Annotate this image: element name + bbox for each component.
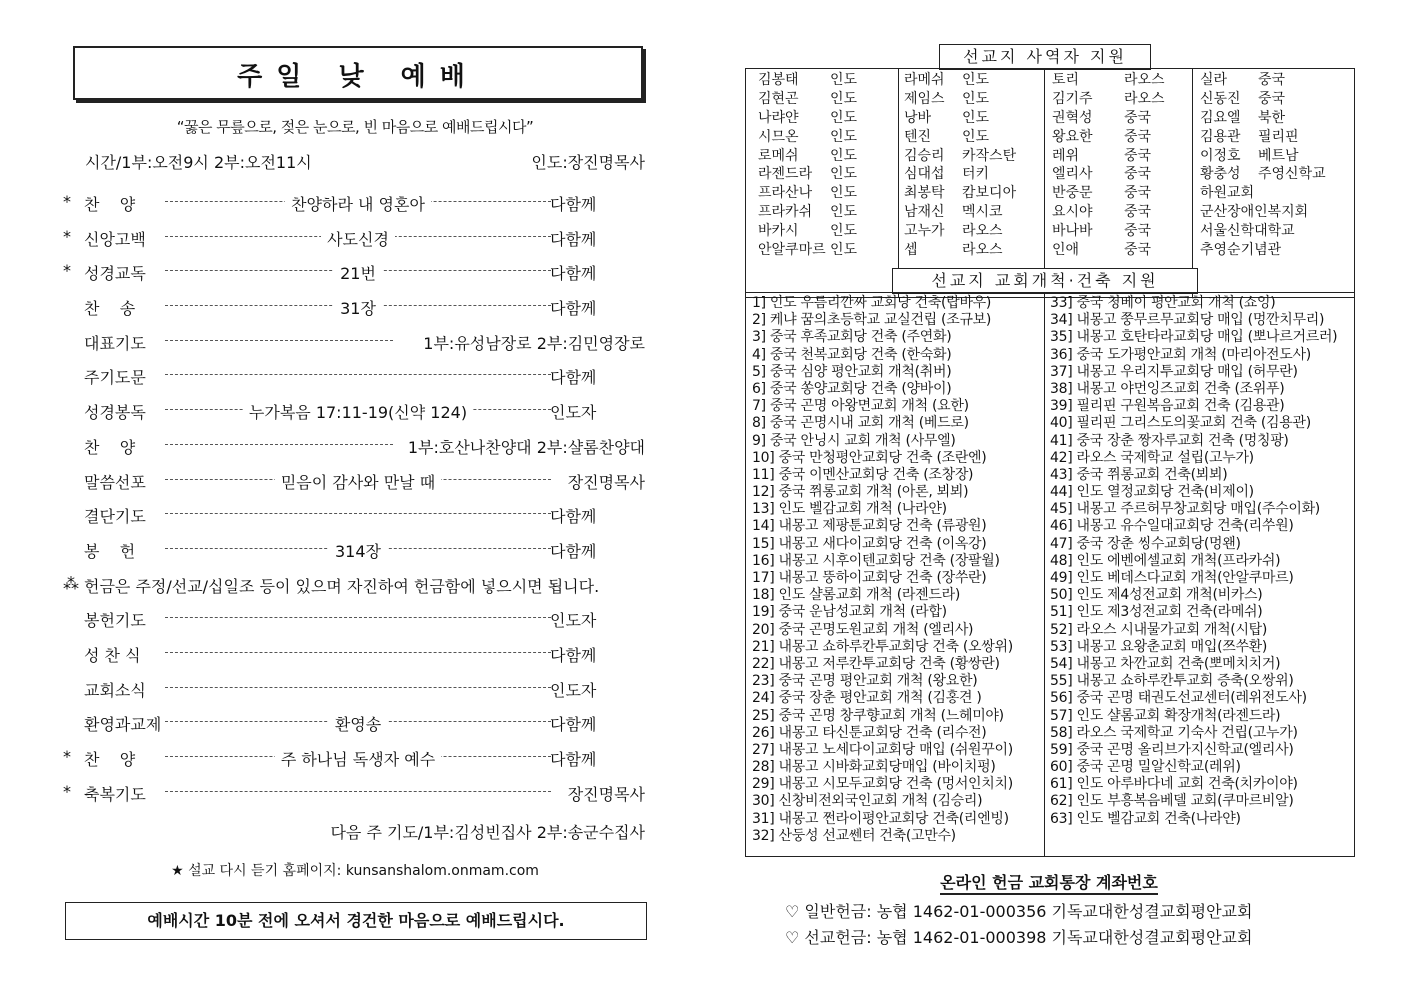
account-title xyxy=(745,870,1353,893)
church-project-item: 12] 중국 쮜롱교회 개척 (아론, 뵈뵈) xyxy=(752,484,969,501)
missionary-country: 중국 xyxy=(1124,223,1152,240)
missionary-entry xyxy=(1200,128,1326,147)
church-project-item: 56] 중국 곤명 태권도선교센터(레위전도사) xyxy=(1050,690,1307,707)
order-item-person: 다함께 xyxy=(550,541,597,561)
missionary-country: 중국 xyxy=(1124,204,1152,221)
missionary-name: 왕요한 xyxy=(1052,128,1093,145)
church-project-item: 23] 중국 곤명 평안교회 개척 (왕요한) xyxy=(752,673,978,690)
missionary-entry xyxy=(904,241,1016,260)
order-item-content xyxy=(165,296,551,319)
missionary-name: 하원교회 xyxy=(1200,185,1255,202)
church-project-item: 7] 중국 곤명 아왕면교회 개척 (요한) xyxy=(752,398,969,415)
church-project-item: 32] 산둥성 선교쎈터 건축(고만수) xyxy=(752,827,956,844)
order-item-person: 인도자 xyxy=(550,611,597,631)
missionary-entry xyxy=(1200,203,1326,222)
grid-divider xyxy=(1044,69,1045,297)
missionary-name: 요시야 xyxy=(1052,204,1093,221)
church-project-item: 51] 인도 제3성전교회 건축(라메쉬) xyxy=(1050,604,1263,621)
missionary-entry xyxy=(1052,241,1165,260)
missionary-name: 고누가 xyxy=(904,223,945,240)
next-week-prayer: 다음 주 기도/1부:김성빈집사 2부:송군수집사 xyxy=(330,823,645,842)
order-item-name: 대표기도 xyxy=(84,333,146,353)
missionary-country: 중국 xyxy=(1124,147,1152,164)
missionary-name: 김봉태 xyxy=(758,72,799,88)
dashed-leader xyxy=(165,513,551,514)
order-item-name: 성경봉독 xyxy=(84,403,146,423)
church-project-item: 26] 내몽고 타신툰교회당 건축 (리수전) xyxy=(752,724,987,741)
missionary-name: 반중문 xyxy=(1052,185,1093,202)
church-project-item: 2] 케냐 꿈의초등학교 교실건립 (조규보) xyxy=(752,312,992,329)
missionary-entry xyxy=(904,71,1016,90)
missionary-country: 중국 xyxy=(1124,128,1152,145)
church-project-item: 55] 내몽고 쇼하루칸투교회 증축(오쌍위) xyxy=(1050,673,1294,690)
order-item-person: 1부:호산나찬양대 2부:샬롬찬양대 xyxy=(407,437,645,457)
missionary-entry xyxy=(1200,71,1326,90)
missionary-country: 중국 xyxy=(1258,72,1286,88)
service-time-row xyxy=(85,150,645,174)
church-project-item: 37] 내몽고 우리지투교회당 매입 (허무란) xyxy=(1050,363,1298,380)
church-project-item: 21] 내몽고 쇼하루칸투교회당 건축 (오쌍위) xyxy=(752,638,1013,655)
missionary-entry xyxy=(758,128,857,147)
missionary-country: 라오스 xyxy=(1124,90,1165,107)
stand-mark: * xyxy=(63,747,71,766)
church-project-item: 18] 인도 샬롬교회 개척 (라젠드라) xyxy=(752,587,960,604)
church-project-item: 16] 내몽고 시후이텐교회당 건축 (장팔월) xyxy=(752,552,1000,569)
missionary-section-title: 선교지 사역자 지원 xyxy=(939,44,1151,70)
missionary-name: 김현곤 xyxy=(758,90,799,107)
missionary-entry xyxy=(758,90,857,109)
missionary-entry xyxy=(1200,90,1326,109)
account-general: ♡ 일반헌금: 농협 1462-01-000356 기독교대한성결교회평안교회 xyxy=(785,902,1253,921)
missionary-country: 카작스탄 xyxy=(962,147,1017,164)
order-row xyxy=(55,570,655,605)
missionary-name: 안알쿠마르 xyxy=(758,242,826,259)
church-project-item: 10] 중국 만청평안교회당 건축 (조란엔) xyxy=(752,449,987,466)
missionary-entry xyxy=(1052,90,1165,109)
missionary-entry xyxy=(1200,184,1326,203)
church-project-item: 8] 중국 곤명시내 교회 개척 (베드로) xyxy=(752,415,969,432)
church-project-item: 43] 중국 쮜롱교회 건축(뵈뵈) xyxy=(1050,466,1228,483)
missionary-column xyxy=(904,71,1016,299)
order-row xyxy=(55,223,655,258)
church-project-item: 11] 중국 이멘산교회당 건축 (조창장) xyxy=(752,466,974,483)
order-row xyxy=(55,257,655,292)
church-project-item: 30] 신창비전외국인교회 개척 (김승리) xyxy=(752,793,983,810)
church-project-item: 54] 내몽고 차깐교회 건축(뽀메치치거) xyxy=(1050,655,1281,672)
order-row xyxy=(55,743,655,778)
order-item-person: 다함께 xyxy=(550,715,597,735)
missionary-country: 주영신학교 xyxy=(1258,166,1326,183)
dashed-leader xyxy=(165,374,551,375)
order-item-content-text: 31장 xyxy=(334,299,382,318)
missionary-entry xyxy=(1052,147,1165,166)
missionary-country: 라오스 xyxy=(1124,72,1165,88)
church-project-item: 9] 중국 안닝시 교회 개척 (사무엘) xyxy=(752,432,956,449)
missionary-country: 인도 xyxy=(830,204,858,221)
order-item-name: 봉헌기도 xyxy=(84,611,146,631)
order-item-content-text: 누가복음 17:11-19(신약 124) xyxy=(243,403,473,422)
missionary-name: 김승리 xyxy=(904,147,945,164)
order-item-name: 찬 양 xyxy=(84,195,136,214)
order-item-name: 교회소식 xyxy=(84,680,146,700)
church-project-item: 46] 내몽고 유수일대교회당 건축(리쑤원) xyxy=(1050,518,1294,535)
order-item-content xyxy=(165,261,551,284)
order-row xyxy=(55,674,655,709)
order-row xyxy=(55,327,655,362)
missionary-name: 라메쉬 xyxy=(904,72,945,88)
missionary-name: 김요엘 xyxy=(1200,109,1241,126)
missionary-name: 프라산나 xyxy=(758,185,813,202)
missionary-name: 토리 xyxy=(1052,72,1080,88)
missionary-entry xyxy=(1052,184,1165,203)
missionary-name: 셉 xyxy=(904,242,918,259)
missionary-country: 인도 xyxy=(830,147,858,164)
church-project-item: 19] 중국 운남성교회 개척 (라합) xyxy=(752,604,947,621)
church-project-item: 4] 중국 천복교회당 건축 (한숙화) xyxy=(752,346,952,363)
missionary-entry xyxy=(1200,222,1326,241)
church-project-item: 5] 중국 심양 평안교회 개척(취버) xyxy=(752,363,952,380)
order-item-person: 다함께 xyxy=(550,264,597,284)
church-project-item: 13] 인도 벨감교회 개척 (나라얀) xyxy=(752,501,947,518)
order-item-person: 장진명목사 xyxy=(567,472,645,492)
missionary-name: 김기주 xyxy=(1052,90,1093,107)
missionary-entry xyxy=(904,90,1016,109)
missionary-country: 중국 xyxy=(1124,166,1152,183)
order-row xyxy=(55,431,655,466)
missionary-name: 라젠드라 xyxy=(758,166,813,183)
church-project-item: 34] 내몽고 쭝무르무교회당 매입 (멍깐치무리) xyxy=(1050,312,1325,329)
missionary-country: 필리핀 xyxy=(1258,128,1299,145)
missionary-entry xyxy=(904,109,1016,128)
church-project-item: 25] 중국 곤명 창쿠향교회 개척 (느헤미야) xyxy=(752,707,1004,724)
church-project-item: 24] 중국 장춘 평안교회 개척 (김홍견 ) xyxy=(752,690,982,707)
order-item-name: 환영과교제 xyxy=(84,715,162,735)
order-item-content xyxy=(165,712,551,735)
grid-divider xyxy=(898,69,899,297)
missionary-entry xyxy=(1200,165,1326,184)
missionary-column xyxy=(1200,71,1326,299)
order-item-name: 신앙고백 xyxy=(84,229,146,249)
stand-mark: * xyxy=(63,192,71,211)
missionary-name: 실라 xyxy=(1200,72,1228,88)
stand-mark: * xyxy=(63,781,71,801)
dashed-leader xyxy=(165,652,551,653)
order-item-person: 다함께 xyxy=(550,507,597,527)
missionary-name: 프라카쉬 xyxy=(758,204,813,221)
missionary-entry xyxy=(904,203,1016,222)
order-item-content xyxy=(165,747,551,770)
dashed-leader xyxy=(165,791,551,792)
order-item-name: 주기도문 xyxy=(84,368,146,388)
missionary-name: 텐진 xyxy=(904,128,932,145)
order-item-person: 인도자 xyxy=(550,403,597,423)
account-title-text: 온라인 헌금 교회통장 계좌번호 xyxy=(940,873,1158,895)
church-project-item: 22] 내몽고 저루칸투교회당 건축 (황쌍란) xyxy=(752,655,1000,672)
stand-mark: * xyxy=(63,226,71,246)
missionary-column xyxy=(758,71,857,299)
order-item-name: 찬 양 xyxy=(84,437,136,457)
church-project-item: 35] 내몽고 호탄타라교회당 매입 (뽀나르거르러) xyxy=(1050,329,1338,346)
missionary-country: 중국 xyxy=(1124,109,1152,126)
missionary-name: 시므온 xyxy=(758,128,799,145)
sermon-homepage-link[interactable]: ★ 설교 다시 듣기 홈페이지: kunsanshalom.onmam.com xyxy=(171,863,539,879)
missionary-name: 추영순기념관 xyxy=(1200,242,1282,259)
church-project-item: 58] 라오스 국제학교 기숙사 건립(고누가) xyxy=(1050,724,1298,741)
missionary-entry xyxy=(904,165,1016,184)
missionary-name: 최봉탁 xyxy=(904,185,945,202)
missionary-country: 인도 xyxy=(830,128,858,145)
missionary-name: 이정호 xyxy=(1200,147,1241,164)
church-column xyxy=(752,295,1013,845)
order-item-person: 다함께 xyxy=(550,750,597,769)
missionary-country: 인도 xyxy=(830,166,858,183)
missionary-country: 인도 xyxy=(830,223,858,240)
notice-text: 예배시간 10분 전에 오셔서 경건한 마음으로 예배드립시다. xyxy=(147,911,565,930)
dashed-leader xyxy=(165,444,393,445)
order-item-content-text: 믿음이 감사와 만날 때 xyxy=(275,473,441,492)
order-item-content-text: 사도신경 xyxy=(321,230,395,249)
church-project-item: 41] 중국 장춘 짱자루교회 건축 (멍칭팡) xyxy=(1050,432,1289,449)
missionary-entry xyxy=(1052,165,1165,184)
church-project-item: 48] 인도 에벤에셀교회 개척(프라카쉬) xyxy=(1050,552,1281,569)
missionary-name: 군산장애인복지회 xyxy=(1200,204,1309,221)
missionary-entry xyxy=(904,147,1016,166)
order-row xyxy=(55,188,655,223)
missionary-entry xyxy=(1052,203,1165,222)
missionary-country: 인도 xyxy=(830,242,858,259)
missionary-entry xyxy=(758,222,857,241)
church-project-item: 27] 내몽고 노세다이교회당 매입 (쉬원꾸이) xyxy=(752,741,1013,758)
church-project-item: 59] 중국 곤명 올리브가지신학교(엘리사) xyxy=(1050,741,1294,758)
missionary-entry xyxy=(758,71,857,90)
missionary-name: 서울신학대학교 xyxy=(1200,223,1295,240)
missionary-country: 인도 xyxy=(962,128,990,145)
offering-note: 헌금은 주정/선교/십일조 등이 있으며 자진하여 헌금함에 넣으시면 됩니다. xyxy=(84,576,600,596)
missionary-entry xyxy=(758,165,857,184)
church-project-item: 42] 라오스 국제학교 설립(고누가) xyxy=(1050,449,1254,466)
missionary-name: 신동진 xyxy=(1200,90,1241,107)
church-project-item: 45] 내몽고 주르허무창교회당 매입(주수이화) xyxy=(1050,501,1320,518)
missionary-country: 북한 xyxy=(1258,109,1286,126)
order-item-content-text: 찬양하라 내 영혼아 xyxy=(285,195,431,214)
order-row xyxy=(55,466,655,501)
missionary-entry xyxy=(758,147,857,166)
order-item-name: 봉 헌 xyxy=(84,541,136,561)
missionary-name: 심대섭 xyxy=(904,166,945,183)
order-item-person: 다함께 xyxy=(550,368,597,388)
order-row xyxy=(55,396,655,431)
order-item-person: 다함께 xyxy=(550,645,597,665)
church-project-item: 52] 라오스 시내물가교회 개척(시탑) xyxy=(1050,621,1268,638)
missionary-country: 터키 xyxy=(962,166,990,183)
missionary-grid xyxy=(745,68,1355,298)
church-project-item: 53] 내몽고 요왕춘교회 매입(쯔쑤환) xyxy=(1050,638,1268,655)
missionary-country: 인도 xyxy=(962,72,990,88)
missionary-name: 김용관 xyxy=(1200,128,1241,145)
grid-divider xyxy=(1192,69,1193,297)
church-project-item: 3] 중국 후족교회당 건축 (주연화) xyxy=(752,329,952,346)
dashed-leader xyxy=(165,617,551,618)
church-project-item: 29] 내몽고 시모두교회당 건축 (멍서인치치) xyxy=(752,776,1013,793)
missionary-entry xyxy=(904,184,1016,203)
missionary-name: 남재신 xyxy=(904,204,945,221)
order-item-content xyxy=(165,400,551,423)
dashed-leader xyxy=(165,687,551,688)
missionary-entry xyxy=(1052,109,1165,128)
order-row xyxy=(55,778,655,813)
missionary-entry xyxy=(904,222,1016,241)
church-project-item: 38] 내몽고 야먼잉즈교회 건축 (조위푸) xyxy=(1050,380,1285,397)
church-project-item: 1] 인도 우름리깐짜 교회당 건축(랍바우) xyxy=(752,295,992,311)
order-item-name: 말씀선포 xyxy=(84,472,146,492)
missionary-column xyxy=(1052,71,1165,299)
order-row xyxy=(55,604,655,639)
church-project-item: 61] 인도 아루바다네 교회 건축(치카이야) xyxy=(1050,776,1298,793)
missionary-entry xyxy=(758,109,857,128)
missionary-country: 멕시코 xyxy=(962,204,1003,221)
missionary-entry xyxy=(904,128,1016,147)
church-grid xyxy=(745,292,1355,857)
missionary-entry xyxy=(758,241,857,260)
missionary-entry xyxy=(1052,222,1165,241)
missionary-name: 레위 xyxy=(1052,147,1080,164)
service-time: 시간/1부:오전9시 2부:오전11시 xyxy=(85,153,312,172)
missionary-entry xyxy=(1052,71,1165,90)
missionary-country: 인도 xyxy=(830,185,858,202)
order-item-name: 결단기도 xyxy=(84,507,146,527)
church-project-item: 20] 중국 곤명도원교회 개척 (엘리사) xyxy=(752,621,974,638)
church-project-item: 49] 인도 베데스다교회 개척(안알쿠마르) xyxy=(1050,570,1294,586)
missionary-name: 바카시 xyxy=(758,223,799,240)
order-item-name: 성경교독 xyxy=(84,264,146,284)
church-project-item: 47] 중국 장춘 씽수교회당(멍왠) xyxy=(1050,535,1241,552)
church-project-item: 40] 필리핀 그리스도의꽃교회 건축 (김용관) xyxy=(1050,415,1311,432)
order-row xyxy=(55,292,655,327)
missionary-entry xyxy=(1200,241,1326,260)
missionary-entry xyxy=(758,184,857,203)
missionary-country: 인도 xyxy=(830,109,858,126)
church-project-item: 39] 필리핀 구원복음교회 건축 (김용관) xyxy=(1050,398,1285,415)
order-item-name: 축복기도 xyxy=(84,784,146,804)
church-project-item: 57] 인도 샬롬교회 확장개척(라젠드라) xyxy=(1050,707,1281,724)
order-item-person: 다함께 xyxy=(550,195,597,214)
order-item-content-text: 환영송 xyxy=(329,715,387,734)
order-item-person: 인도자 xyxy=(550,680,597,700)
order-item-content xyxy=(165,470,551,493)
missionary-name: 로메쉬 xyxy=(758,147,799,164)
church-column xyxy=(1050,295,1337,828)
page-title: 주일 낮 예배 xyxy=(237,62,479,92)
missionary-name: 엘리사 xyxy=(1052,166,1093,183)
missionary-name: 제임스 xyxy=(904,90,945,107)
order-item-name: 성 찬 식 xyxy=(84,645,141,665)
missionary-country: 라오스 xyxy=(962,242,1003,259)
church-project-item: 62] 인도 부흥복음베델 교회(쿠마르비알) xyxy=(1050,793,1294,810)
missionary-country: 중국 xyxy=(1258,90,1286,107)
order-item-person: 다함께 xyxy=(550,299,597,319)
missionary-country: 베트남 xyxy=(1258,147,1299,164)
church-project-item: 15] 내몽고 새다이교회당 건축 (이옥강) xyxy=(752,535,987,552)
church-project-item: 14] 내몽고 제팡툰교회당 건축 (류광원) xyxy=(752,518,987,535)
order-item-content-text: 21번 xyxy=(334,264,382,283)
service-leader: 인도:장진명목사 xyxy=(531,153,645,172)
missionary-entry xyxy=(1052,128,1165,147)
account-mission: ♡ 선교헌금: 농협 1462-01-000398 기독교대한성결교회평안교회 xyxy=(785,928,1253,947)
missionary-name: 인애 xyxy=(1052,242,1080,259)
missionary-country: 중국 xyxy=(1124,185,1152,202)
missionary-entry xyxy=(1200,109,1326,128)
missionary-name: 바나바 xyxy=(1052,223,1093,240)
church-project-item: 31] 내몽고 쩐라이평안교회당 건축(리엔빙) xyxy=(752,810,1009,827)
missionary-entry xyxy=(758,203,857,222)
stand-mark: ⁂ xyxy=(63,573,79,593)
missionary-name: 황충성 xyxy=(1200,166,1241,183)
order-row xyxy=(55,639,655,674)
missionary-country: 중국 xyxy=(1124,242,1152,259)
grid-divider xyxy=(1044,293,1045,856)
order-item-name: 찬 송 xyxy=(84,299,136,319)
title-box xyxy=(73,46,643,100)
order-item-content xyxy=(165,539,551,562)
worship-quote: “꿇은 무릎으로, 젖은 눈으로, 빈 마음으로 예배드립시다” xyxy=(176,118,534,136)
church-project-item: 33] 중국 청베이 평안교회 개척 (쇼잉) xyxy=(1050,295,1276,311)
order-item-content-text: 314장 xyxy=(329,542,387,561)
church-project-item: 60] 중국 곤명 밀알신학교(레위) xyxy=(1050,759,1241,776)
order-of-service xyxy=(55,188,655,812)
order-row xyxy=(55,500,655,535)
stand-mark: * xyxy=(63,261,71,281)
church-project-item: 44] 인도 열정교회당 건축(비제이) xyxy=(1050,484,1254,501)
notice-box xyxy=(65,902,647,940)
order-item-name: 찬 양 xyxy=(84,750,136,769)
church-project-item: 36] 중국 도가평안교회 개척 (마리아전도사) xyxy=(1050,346,1311,363)
missionary-entry xyxy=(1200,147,1326,166)
missionary-country: 인도 xyxy=(962,90,990,107)
order-item-content xyxy=(165,227,551,250)
missionary-name: 권혁성 xyxy=(1052,109,1093,126)
church-project-item: 17] 내몽고 뚱하이교회당 건축 (장쑤란) xyxy=(752,570,987,586)
church-section-title: 선교지 교회개척·건축 지원 xyxy=(892,268,1198,294)
order-item-content-text: 주 하나님 독생자 예수 xyxy=(275,750,441,769)
church-project-item: 63] 인도 벨감교회 건축(나라얀) xyxy=(1050,810,1241,827)
missionary-country: 인도 xyxy=(830,90,858,107)
church-project-item: 28] 내몽고 시바화교회당매입 (바이치펑) xyxy=(752,759,996,776)
missionary-country: 라오스 xyxy=(962,223,1003,240)
church-project-item: 6] 중국 쏭양교회당 건축 (양바이) xyxy=(752,380,952,397)
missionary-name: 나랴얀 xyxy=(758,109,799,126)
order-item-person: 1부:유성남장로 2부:김민영장로 xyxy=(423,333,645,353)
missionary-country: 캄보디아 xyxy=(962,185,1017,202)
order-item-person: 장진명목사 xyxy=(567,784,645,804)
order-row xyxy=(55,361,655,396)
missionary-name: 낭바 xyxy=(904,109,932,126)
missionary-country: 인도 xyxy=(962,109,990,126)
church-project-item: 50] 인도 제4성전교회 개척(비카스) xyxy=(1050,587,1263,604)
missionary-country: 인도 xyxy=(830,72,858,88)
order-item-person: 다함께 xyxy=(550,229,597,249)
order-row xyxy=(55,708,655,743)
dashed-leader xyxy=(165,340,393,341)
order-item-content xyxy=(165,192,551,215)
order-row xyxy=(55,535,655,570)
